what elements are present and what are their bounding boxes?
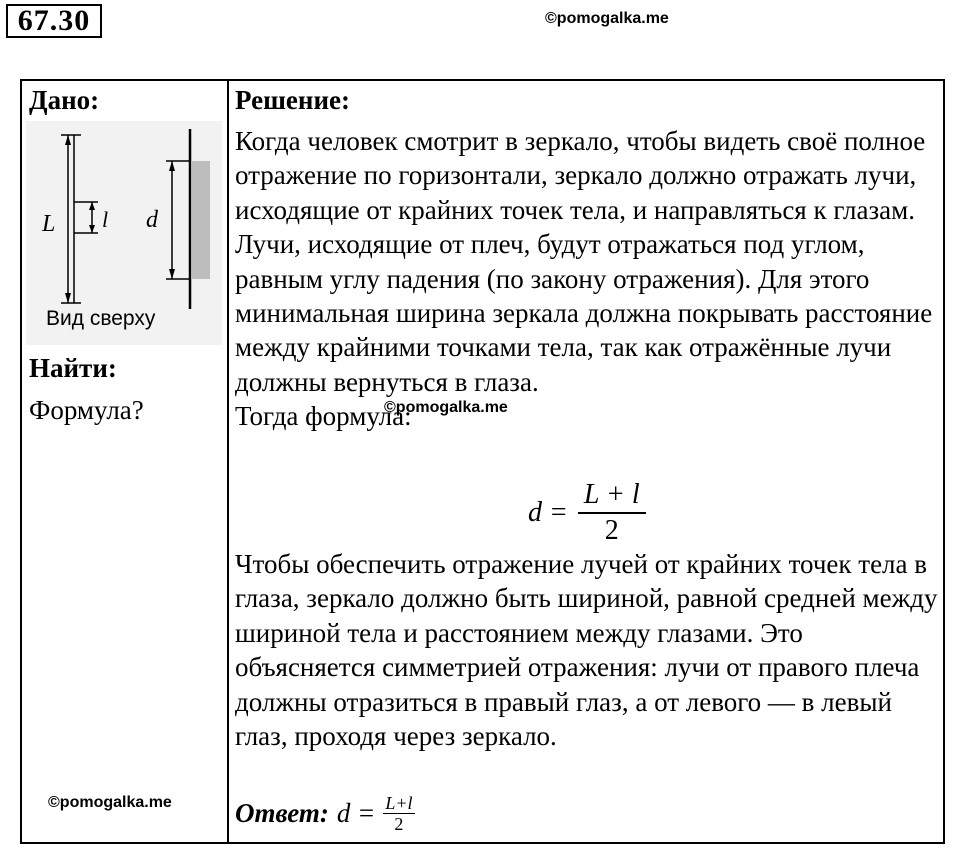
label-L: L: [42, 211, 56, 237]
watermark-middle: ©pomogalka.me: [384, 399, 508, 416]
figure-caption: Вид сверху: [46, 307, 156, 330]
formula-numerator: L + l: [578, 478, 646, 514]
solution-text: [235, 124, 941, 434]
formula-denominator: 2: [604, 515, 619, 546]
answer-denominator: 2: [394, 814, 404, 834]
solution-paragraph-2: Чтобы обеспечить отражение лучей от крайних точек тела в глаза, зеркало должно быть шириной, равной средней между шириной тела и расстоянием между глазами. Это объясняется симметрией отражения: лучи от правого плеча должны отразиться в правый глаз, а от левого — в левый глаз, проходя через зеркало.: [235, 549, 938, 752]
main-formula: [528, 478, 646, 548]
find-title: Найти:: [29, 353, 117, 383]
formula-lhs: d =: [528, 497, 568, 528]
column-divider: [227, 81, 229, 842]
label-l: l: [102, 207, 109, 232]
find-value: Формула?: [29, 395, 144, 425]
answer-label: Ответ:: [235, 798, 329, 828]
formula-intro: Тогда формула:: [235, 401, 412, 432]
answer-fraction: [383, 793, 414, 834]
solution-paragraph-1: Когда человек смотрит в зеркало, чтобы видеть своё полное отражение по горизонтали, зеркало должно отражать лучи, исходящие от крайних точек тела, и направляться к глазам. Лучи, исходящие от плеч, будут отражаться под углом, равным углу падения (по закону отражения). Для этого минимальная ширина зеркала должна покрывать расстояние между крайними точками тела, так как отражённые лучи должны вернуться в глаза.: [235, 126, 933, 397]
answer-formula: [337, 793, 415, 834]
answer-lhs: d =: [336, 798, 376, 828]
problem-number: 67.30: [6, 4, 102, 38]
formula-fraction: [578, 478, 646, 548]
solution-title: Решение:: [235, 85, 350, 115]
given-title: Дано:: [29, 85, 100, 115]
watermark-top: ©pomogalka.me: [545, 10, 669, 27]
figure-top-view: [26, 121, 222, 345]
solution-table: [20, 79, 945, 844]
watermark-bottom: ©pomogalka.me: [48, 794, 172, 811]
answer-numerator: L+l: [385, 793, 413, 813]
label-d: d: [146, 207, 158, 233]
answer: [235, 793, 415, 834]
